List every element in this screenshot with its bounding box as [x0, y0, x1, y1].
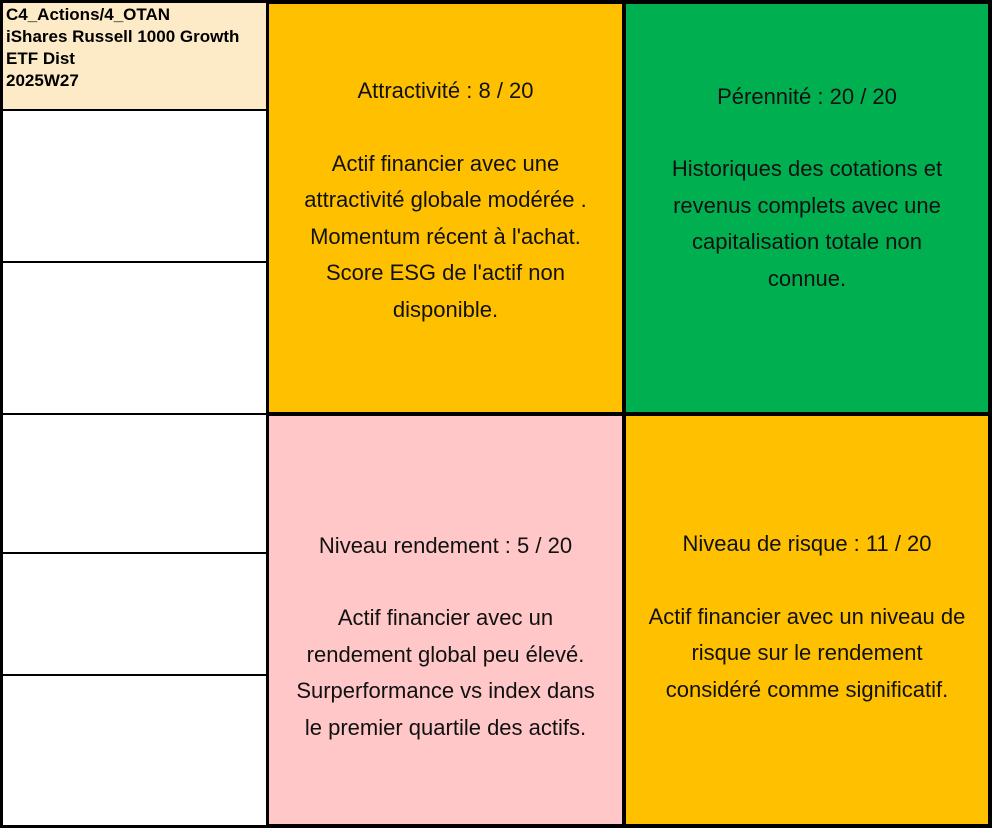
perennite-line-3: capitalisation totale non: [692, 229, 922, 255]
perennite-line-4: connue.: [767, 265, 847, 291]
rendement-title: Niveau rendement : 5 / 20: [318, 532, 573, 558]
perennite-title: Pérennité : 20 / 20: [717, 83, 897, 109]
blank-cell-4: [2, 553, 267, 675]
perennite-line-2: revenus complets avec une: [673, 192, 941, 218]
asset-path: C4_Actions/4_OTAN: [6, 5, 171, 24]
attractivite-line-1: Actif financier avec une: [331, 150, 560, 176]
blank-cell-3: [2, 414, 267, 553]
rendement-line-1: Actif financier avec un: [337, 605, 554, 631]
risque-line-1: Actif financier avec un niveau de: [648, 603, 966, 629]
rendement-line-3: Surperformance vs index dans: [296, 678, 595, 704]
asset-name-line-1: iShares Russell 1000 Growth: [6, 27, 240, 46]
perennite-line-1: Historiques des cotations et: [671, 156, 943, 182]
perennite-quadrant: [624, 2, 990, 414]
report-week: 2025W27: [6, 71, 79, 90]
risque-quadrant: [624, 414, 990, 826]
risque-title: Niveau de risque : 11 / 20: [682, 531, 932, 556]
attractivite-line-5: disponible.: [392, 296, 499, 322]
blank-cell-5: [2, 675, 267, 826]
blank-cell-1: [2, 110, 267, 262]
attractivite-quadrant: [267, 2, 624, 414]
attractivite-line-2: attractivité globale modérée .: [304, 187, 587, 212]
asset-header-cell: [2, 2, 267, 110]
risque-line-3: considéré comme significatif.: [665, 676, 949, 702]
rendement-quadrant: [267, 414, 624, 826]
attractivite-line-3: Momentum récent à l'achat.: [310, 223, 581, 249]
rendement-line-4: le premier quartile des actifs.: [304, 714, 587, 740]
asset-name-line-2: ETF Dist: [6, 49, 75, 68]
rendement-line-2: rendement global peu élevé.: [306, 641, 585, 667]
attractivite-title: Attractivité : 8 / 20: [357, 78, 534, 103]
blank-cell-2: [2, 262, 267, 414]
attractivite-line-4: Score ESG de l'actif non: [326, 260, 565, 285]
risque-line-2: risque sur le rendement: [691, 640, 923, 665]
